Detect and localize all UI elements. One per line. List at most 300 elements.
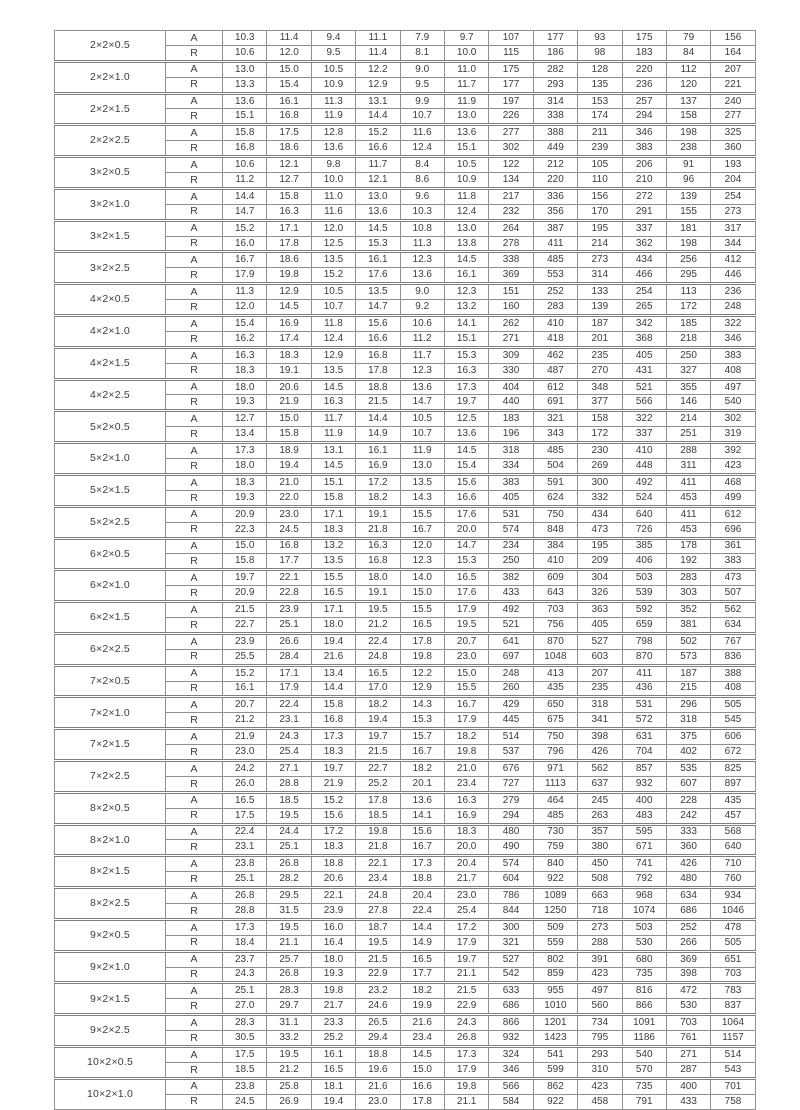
value-cell: 260 — [489, 681, 533, 697]
size-label: 4×2×1.0 — [55, 316, 166, 348]
value-cell: 17.3 — [444, 1047, 488, 1063]
value-cell: 562 — [578, 760, 622, 776]
value-cell: 542 — [489, 967, 533, 983]
value-cell: 16.1 — [356, 252, 400, 268]
value-cell: 22.4 — [267, 697, 311, 713]
value-cell: 283 — [533, 300, 577, 316]
value-cell: 16.7 — [400, 840, 444, 856]
value-cell: 19.8 — [444, 1078, 488, 1094]
value-cell: 11.2 — [223, 173, 267, 189]
value-cell: 287 — [666, 1062, 710, 1078]
value-cell: 18.0 — [223, 459, 267, 475]
value-cell: 17.6 — [356, 268, 400, 284]
value-cell: 836 — [711, 649, 755, 665]
size-label: 2×2×2.5 — [55, 125, 166, 157]
value-cell: 29.4 — [356, 1031, 400, 1047]
value-cell: 15.5 — [400, 602, 444, 618]
value-cell: 28.4 — [267, 649, 311, 665]
size-label: 3×2×0.5 — [55, 157, 166, 189]
value-cell: 17.0 — [356, 681, 400, 697]
row-type-label: A — [166, 633, 223, 649]
value-cell: 607 — [666, 776, 710, 792]
value-cell: 16.5 — [311, 586, 355, 602]
value-cell: 423 — [578, 1078, 622, 1094]
value-cell: 12.4 — [400, 141, 444, 157]
value-cell: 12.3 — [400, 554, 444, 570]
value-cell: 12.9 — [267, 284, 311, 300]
value-cell: 10.0 — [311, 173, 355, 189]
value-cell: 344 — [711, 236, 755, 252]
value-cell: 24.8 — [356, 649, 400, 665]
value-cell: 21.1 — [444, 1094, 488, 1109]
value-cell: 541 — [533, 1047, 577, 1063]
value-cell: 19.3 — [223, 490, 267, 506]
value-cell: 355 — [666, 379, 710, 395]
value-cell: 499 — [711, 490, 755, 506]
value-cell: 14.4 — [356, 411, 400, 427]
value-cell: 11.1 — [356, 31, 400, 46]
row-type-label: R — [166, 395, 223, 411]
value-cell: 968 — [622, 888, 666, 904]
value-cell: 13.0 — [400, 459, 444, 475]
value-cell: 410 — [622, 443, 666, 459]
size-group — [55, 93, 756, 125]
row-type-label: A — [166, 443, 223, 459]
value-cell: 24.3 — [223, 967, 267, 983]
size-label: 3×2×1.5 — [55, 220, 166, 252]
table-row — [55, 729, 756, 745]
value-cell: 503 — [622, 570, 666, 586]
value-cell: 17.9 — [444, 602, 488, 618]
row-type-label: R — [166, 617, 223, 633]
value-cell: 14.5 — [444, 443, 488, 459]
value-cell: 1048 — [533, 649, 577, 665]
size-group — [55, 347, 756, 379]
size-group — [55, 443, 756, 475]
value-cell: 158 — [578, 411, 622, 427]
row-type-label: R — [166, 427, 223, 443]
value-cell: 922 — [533, 872, 577, 888]
value-cell: 7.9 — [400, 31, 444, 46]
value-cell: 440 — [489, 395, 533, 411]
value-cell: 672 — [711, 745, 755, 761]
value-cell: 756 — [533, 617, 577, 633]
value-cell: 696 — [711, 522, 755, 538]
value-cell: 12.0 — [311, 220, 355, 236]
value-cell: 212 — [533, 157, 577, 173]
value-cell: 1113 — [533, 776, 577, 792]
value-cell: 17.6 — [444, 506, 488, 522]
value-cell: 1064 — [711, 1015, 755, 1031]
value-cell: 18.2 — [400, 983, 444, 999]
value-cell: 15.2 — [223, 665, 267, 681]
value-cell: 15.1 — [311, 474, 355, 490]
value-cell: 235 — [578, 347, 622, 363]
value-cell: 701 — [711, 1078, 755, 1094]
size-label: 8×2×1.5 — [55, 856, 166, 888]
value-cell: 509 — [533, 919, 577, 935]
value-cell: 15.6 — [356, 316, 400, 332]
value-cell: 133 — [578, 284, 622, 300]
size-label: 6×2×1.0 — [55, 570, 166, 602]
value-cell: 277 — [489, 125, 533, 141]
value-cell: 18.0 — [356, 570, 400, 586]
table-row — [55, 506, 756, 522]
value-cell: 23.9 — [223, 633, 267, 649]
value-cell: 27.1 — [267, 760, 311, 776]
value-cell: 310 — [578, 1062, 622, 1078]
value-cell: 18.0 — [311, 617, 355, 633]
value-cell: 405 — [578, 617, 622, 633]
value-cell: 27.0 — [223, 999, 267, 1015]
value-cell: 23.8 — [223, 1078, 267, 1094]
row-type-label: R — [166, 77, 223, 93]
value-cell: 14.5 — [356, 220, 400, 236]
value-cell: 21.7 — [444, 872, 488, 888]
value-cell: 248 — [489, 665, 533, 681]
value-cell: 15.0 — [267, 411, 311, 427]
value-cell: 17.7 — [400, 967, 444, 983]
value-cell: 11.7 — [400, 347, 444, 363]
value-cell: 17.4 — [267, 331, 311, 347]
value-cell: 1091 — [622, 1015, 666, 1031]
value-cell: 15.3 — [356, 236, 400, 252]
value-cell: 870 — [622, 649, 666, 665]
value-cell: 254 — [622, 284, 666, 300]
value-cell: 9.7 — [444, 31, 488, 46]
value-cell: 21.1 — [267, 935, 311, 951]
value-cell: 302 — [711, 411, 755, 427]
table-row — [55, 188, 756, 204]
value-cell: 17.3 — [400, 856, 444, 872]
value-cell: 15.4 — [267, 77, 311, 93]
value-cell: 187 — [578, 316, 622, 332]
value-cell: 195 — [578, 220, 622, 236]
value-cell: 185 — [666, 316, 710, 332]
row-type-label: R — [166, 999, 223, 1015]
size-label: 3×2×2.5 — [55, 252, 166, 284]
value-cell: 228 — [666, 792, 710, 808]
value-cell: 368 — [622, 331, 666, 347]
value-cell: 25.2 — [356, 776, 400, 792]
value-cell: 402 — [666, 745, 710, 761]
value-cell: 15.2 — [223, 220, 267, 236]
value-cell: 23.0 — [356, 1094, 400, 1109]
value-cell: 195 — [578, 538, 622, 554]
row-type-label: R — [166, 808, 223, 824]
value-cell: 174 — [578, 109, 622, 125]
value-cell: 18.5 — [267, 792, 311, 808]
table-row — [55, 633, 756, 649]
value-cell: 10.6 — [223, 45, 267, 61]
value-cell: 348 — [578, 379, 622, 395]
value-cell: 23.7 — [223, 951, 267, 967]
value-cell: 16.3 — [444, 792, 488, 808]
value-cell: 17.6 — [444, 586, 488, 602]
value-cell: 21.7 — [311, 999, 355, 1015]
size-label: 7×2×2.5 — [55, 760, 166, 792]
value-cell: 12.9 — [356, 77, 400, 93]
value-cell: 505 — [711, 935, 755, 951]
value-cell: 12.2 — [400, 665, 444, 681]
value-cell: 10.5 — [444, 157, 488, 173]
value-cell: 521 — [489, 617, 533, 633]
value-cell: 1157 — [711, 1031, 755, 1047]
value-cell: 115 — [489, 45, 533, 61]
size-label: 5×2×0.5 — [55, 411, 166, 443]
value-cell: 530 — [666, 999, 710, 1015]
value-cell: 574 — [489, 856, 533, 872]
value-cell: 445 — [489, 713, 533, 729]
value-cell: 14.3 — [400, 697, 444, 713]
value-cell: 468 — [711, 474, 755, 490]
dimension-spec-table — [54, 30, 756, 1110]
value-cell: 13.2 — [311, 538, 355, 554]
value-cell: 22.4 — [223, 824, 267, 840]
value-cell: 932 — [489, 1031, 533, 1047]
value-cell: 17.1 — [311, 602, 355, 618]
value-cell: 346 — [711, 331, 755, 347]
value-cell: 897 — [711, 776, 755, 792]
value-cell: 453 — [666, 522, 710, 538]
value-cell: 122 — [489, 157, 533, 173]
row-type-label: R — [166, 840, 223, 856]
value-cell: 357 — [578, 824, 622, 840]
size-group — [55, 284, 756, 316]
size-group — [55, 188, 756, 220]
value-cell: 18.8 — [400, 872, 444, 888]
size-group — [55, 61, 756, 93]
value-cell: 9.5 — [400, 77, 444, 93]
value-cell: 21.2 — [267, 1062, 311, 1078]
value-cell: 492 — [489, 602, 533, 618]
row-type-label: R — [166, 554, 223, 570]
table-row — [55, 983, 756, 999]
value-cell: 16.9 — [356, 459, 400, 475]
size-group — [55, 1047, 756, 1079]
value-cell: 9.5 — [311, 45, 355, 61]
value-cell: 18.8 — [356, 379, 400, 395]
value-cell: 21.5 — [356, 745, 400, 761]
value-cell: 242 — [666, 808, 710, 824]
value-cell: 448 — [622, 459, 666, 475]
value-cell: 26.5 — [356, 1015, 400, 1031]
value-cell: 26.8 — [223, 888, 267, 904]
value-cell: 330 — [489, 363, 533, 379]
value-cell: 767 — [711, 633, 755, 649]
size-group — [55, 252, 756, 284]
value-cell: 16.3 — [444, 363, 488, 379]
row-type-label: A — [166, 665, 223, 681]
value-cell: 294 — [622, 109, 666, 125]
value-cell: 13.1 — [356, 93, 400, 109]
value-cell: 113 — [666, 284, 710, 300]
value-cell: 28.8 — [223, 903, 267, 919]
value-cell: 16.5 — [400, 617, 444, 633]
value-cell: 17.3 — [223, 443, 267, 459]
row-type-label: R — [166, 268, 223, 284]
value-cell: 408 — [711, 681, 755, 697]
value-cell: 158 — [666, 109, 710, 125]
value-cell: 14.9 — [356, 427, 400, 443]
value-cell: 296 — [666, 697, 710, 713]
value-cell: 19.7 — [223, 570, 267, 586]
value-cell: 19.1 — [356, 586, 400, 602]
value-cell: 24.6 — [356, 999, 400, 1015]
value-cell: 352 — [666, 602, 710, 618]
value-cell: 16.8 — [311, 713, 355, 729]
row-type-label: A — [166, 697, 223, 713]
value-cell: 139 — [666, 188, 710, 204]
value-cell: 17.1 — [267, 220, 311, 236]
value-cell: 21.5 — [444, 983, 488, 999]
value-cell: 612 — [711, 506, 755, 522]
table-row — [55, 570, 756, 586]
size-label: 6×2×2.5 — [55, 633, 166, 665]
value-cell: 388 — [533, 125, 577, 141]
value-cell: 400 — [622, 792, 666, 808]
size-group — [55, 951, 756, 983]
value-cell: 197 — [489, 93, 533, 109]
value-cell: 410 — [533, 554, 577, 570]
value-cell: 16.3 — [311, 395, 355, 411]
row-type-label: R — [166, 363, 223, 379]
value-cell: 12.4 — [311, 331, 355, 347]
value-cell: 16.9 — [444, 808, 488, 824]
table-row — [55, 474, 756, 490]
value-cell: 862 — [533, 1078, 577, 1094]
value-cell: 10.7 — [311, 300, 355, 316]
value-cell: 572 — [622, 713, 666, 729]
value-cell: 112 — [666, 61, 710, 77]
value-cell: 375 — [666, 729, 710, 745]
value-cell: 26.8 — [267, 967, 311, 983]
value-cell: 22.7 — [223, 617, 267, 633]
value-cell: 478 — [711, 919, 755, 935]
value-cell: 21.6 — [400, 1015, 444, 1031]
value-cell: 11.8 — [444, 188, 488, 204]
value-cell: 16.0 — [311, 919, 355, 935]
value-cell: 30.5 — [223, 1031, 267, 1047]
value-cell: 15.3 — [400, 713, 444, 729]
value-cell: 971 — [533, 760, 577, 776]
value-cell: 278 — [489, 236, 533, 252]
value-cell: 12.8 — [311, 125, 355, 141]
value-cell: 11.3 — [223, 284, 267, 300]
value-cell: 19.5 — [267, 808, 311, 824]
value-cell: 14.7 — [356, 300, 400, 316]
value-cell: 28.3 — [223, 1015, 267, 1031]
value-cell: 411 — [533, 236, 577, 252]
value-cell: 16.3 — [356, 538, 400, 554]
value-cell: 19.9 — [400, 999, 444, 1015]
value-cell: 319 — [711, 427, 755, 443]
value-cell: 514 — [489, 729, 533, 745]
table-row — [55, 443, 756, 459]
value-cell: 17.3 — [223, 919, 267, 935]
table-row — [55, 665, 756, 681]
size-label: 7×2×0.5 — [55, 665, 166, 697]
value-cell: 291 — [622, 204, 666, 220]
value-cell: 750 — [533, 506, 577, 522]
row-type-label: A — [166, 983, 223, 999]
table-row — [55, 31, 756, 46]
value-cell: 388 — [711, 665, 755, 681]
value-cell: 650 — [533, 697, 577, 713]
value-cell: 360 — [711, 141, 755, 157]
table-row — [55, 411, 756, 427]
value-cell: 311 — [666, 459, 710, 475]
row-type-label: R — [166, 300, 223, 316]
value-cell: 20.4 — [400, 888, 444, 904]
size-group — [55, 538, 756, 570]
value-cell: 19.8 — [444, 745, 488, 761]
value-cell: 336 — [533, 188, 577, 204]
value-cell: 12.7 — [223, 411, 267, 427]
value-cell: 21.5 — [356, 951, 400, 967]
value-cell: 18.9 — [267, 443, 311, 459]
value-cell: 12.5 — [311, 236, 355, 252]
row-type-label: A — [166, 188, 223, 204]
value-cell: 23.0 — [267, 506, 311, 522]
table-row — [55, 347, 756, 363]
value-cell: 408 — [711, 363, 755, 379]
value-cell: 273 — [578, 919, 622, 935]
value-cell: 17.9 — [444, 1062, 488, 1078]
value-cell: 759 — [533, 840, 577, 856]
value-cell: 418 — [533, 331, 577, 347]
value-cell: 26.8 — [444, 1031, 488, 1047]
value-cell: 12.5 — [444, 411, 488, 427]
value-cell: 346 — [622, 125, 666, 141]
value-cell: 21.9 — [223, 729, 267, 745]
value-cell: 25.4 — [267, 745, 311, 761]
value-cell: 324 — [489, 1047, 533, 1063]
value-cell: 16.5 — [400, 951, 444, 967]
value-cell: 485 — [533, 443, 577, 459]
value-cell: 21.9 — [267, 395, 311, 411]
row-type-label: A — [166, 538, 223, 554]
value-cell: 12.4 — [444, 204, 488, 220]
value-cell: 23.2 — [356, 983, 400, 999]
value-cell: 14.9 — [400, 935, 444, 951]
value-cell: 17.5 — [223, 1047, 267, 1063]
value-cell: 514 — [711, 1047, 755, 1063]
value-cell: 473 — [711, 570, 755, 586]
value-cell: 13.6 — [400, 379, 444, 395]
value-cell: 13.1 — [311, 443, 355, 459]
size-group — [55, 856, 756, 888]
value-cell: 337 — [622, 220, 666, 236]
value-cell: 33.2 — [267, 1031, 311, 1047]
value-cell: 521 — [622, 379, 666, 395]
value-cell: 295 — [666, 268, 710, 284]
value-cell: 304 — [578, 570, 622, 586]
value-cell: 198 — [666, 236, 710, 252]
value-cell: 727 — [489, 776, 533, 792]
value-cell: 1250 — [533, 903, 577, 919]
row-type-label: A — [166, 1078, 223, 1094]
row-type-label: A — [166, 760, 223, 776]
table-row — [55, 1047, 756, 1063]
value-cell: 483 — [622, 808, 666, 824]
value-cell: 14.1 — [400, 808, 444, 824]
value-cell: 15.5 — [444, 681, 488, 697]
value-cell: 15.1 — [444, 141, 488, 157]
value-cell: 17.9 — [444, 713, 488, 729]
value-cell: 704 — [622, 745, 666, 761]
value-cell: 16.8 — [267, 538, 311, 554]
